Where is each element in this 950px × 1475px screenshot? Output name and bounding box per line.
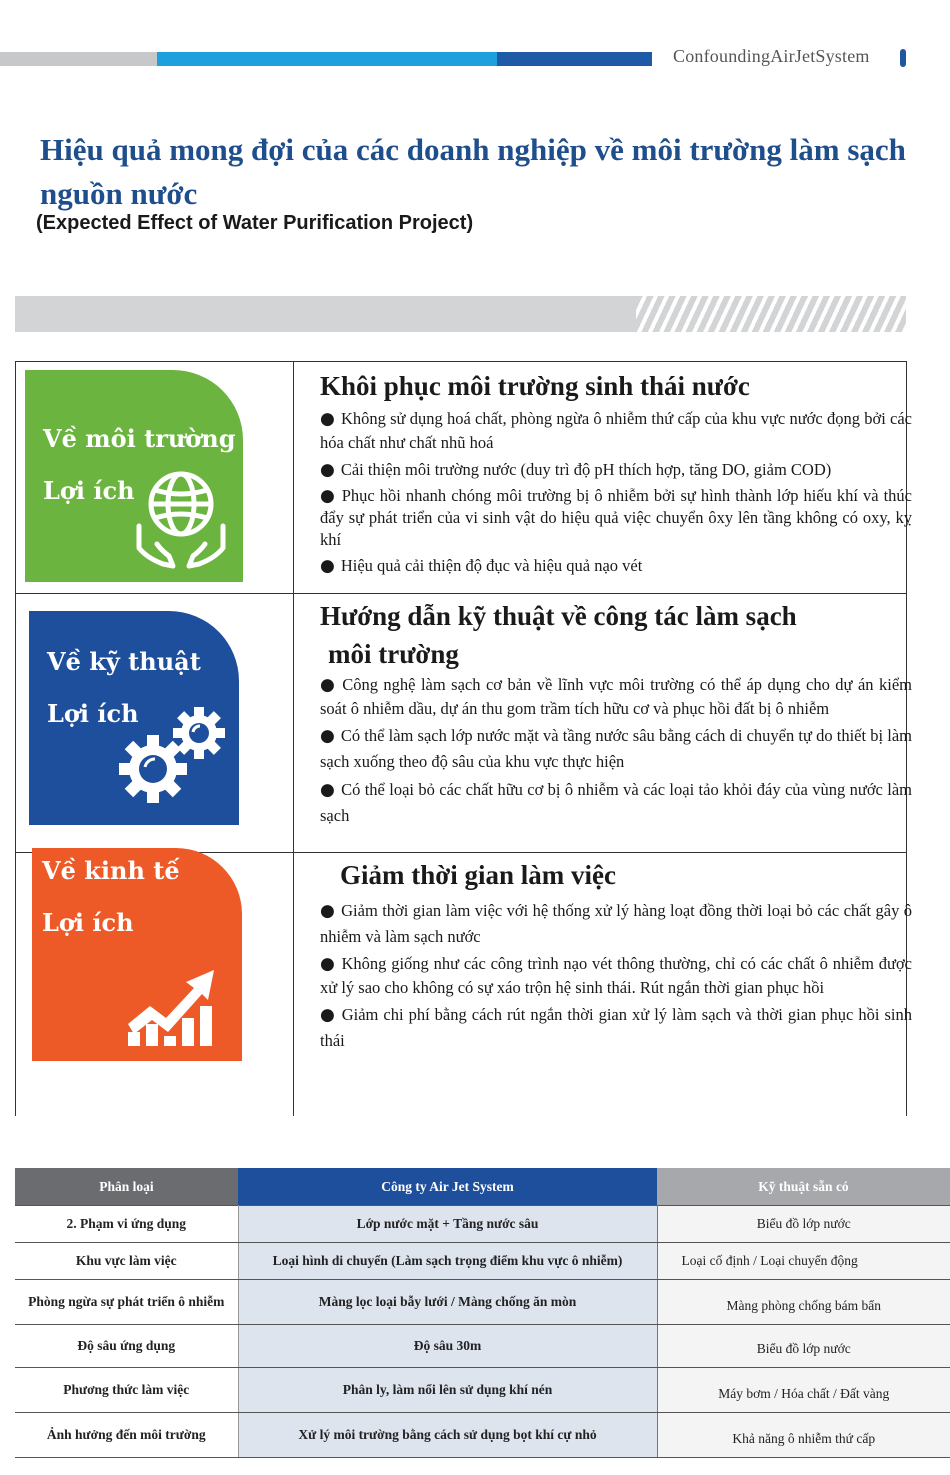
row-category: 2. Phạm vi ứng dụng: [15, 1206, 238, 1243]
bullet-item: ● Cải thiện môi trường nước (duy trì độ pH thích hợp, tăng DO, giảm COD): [320, 460, 832, 480]
bullet-item: ● Có thể loại bỏ các chất hữu cơ bị ô nhiễm và các loại tảo khỏi đáy của vùng nước làm sạch: [320, 780, 912, 825]
row-existing-value: Loại cố định / Loại chuyển động: [657, 1243, 950, 1280]
environment-section: [320, 369, 912, 581]
bullet-dot-icon: ●: [320, 486, 336, 506]
row-category: Độ sâu ứng dụng: [15, 1325, 238, 1368]
panel-column-divider: [293, 361, 294, 1116]
bullet-item: ● Phục hồi nhanh chóng môi trường bị ô nhiễm bởi sự hình thành lớp hiếu khí và thúc đẩy sự phát triển của vi sinh vật do hiệu quả việc chuyển ôxy lên tầng không có oxy, kỵ khí: [320, 486, 912, 549]
row-existing-value: Khả năng ô nhiễm thứ cấp: [657, 1413, 950, 1458]
brand-marker: [900, 49, 906, 67]
section-divider-band: [15, 296, 906, 332]
page-subtitle: (Expected Effect of Water Purification Project): [36, 212, 474, 234]
column-header-existing-technique: Kỹ thuật sẵn có: [657, 1168, 950, 1206]
bullet-dot-icon: ●: [320, 726, 335, 746]
benefits-panel: [15, 361, 913, 1116]
panel-top-border: [15, 361, 907, 362]
table-row: [15, 1325, 950, 1368]
row-air-jet-value: Phân ly, làm nổi lên sử dụng khí nén: [238, 1368, 657, 1413]
row-air-jet-value: Lớp nước mặt + Tầng nước sâu: [238, 1206, 657, 1243]
row-existing-value: Biểu đồ lớp nước: [657, 1325, 950, 1368]
table-row: [15, 1206, 950, 1243]
table-row: [15, 1413, 950, 1458]
header-bar-grey: [0, 52, 157, 66]
comparison-table: [15, 1168, 950, 1458]
environment-badge: [25, 370, 243, 582]
row-air-jet-value: Màng lọc loại bẫy lưới / Màng chống ăn mòn: [238, 1280, 657, 1325]
row-air-jet-value: Độ sâu 30m: [238, 1325, 657, 1368]
row-air-jet-value: Loại hình di chuyển (Làm sạch trọng điểm khu vực ô nhiễm): [238, 1243, 657, 1280]
bullet-item: ● Giảm chi phí bằng cách rút ngắn thời gian xử lý làm sạch và thời gian phục hồi sinh thái: [320, 1005, 912, 1050]
table-row: [15, 1243, 950, 1280]
panel-row-divider: [15, 593, 907, 594]
technical-badge: [29, 611, 239, 825]
badge-subtitle: Lợi ích: [47, 699, 139, 728]
row-air-jet-value: Xử lý môi trường bằng cách sử dụng bọt khí cự nhỏ: [238, 1413, 657, 1458]
badge-subtitle: Lợi ích: [42, 908, 134, 937]
panel-left-border: [15, 361, 16, 1116]
bullet-dot-icon: ●: [320, 675, 337, 695]
table-row: [15, 1280, 950, 1325]
brand-name: ConfoundingAirJetSystem: [673, 46, 870, 66]
bullet-dot-icon: ●: [320, 780, 336, 800]
row-existing-value: Máy bơm / Hóa chất / Đất vàng: [657, 1368, 950, 1413]
row-category: Phương thức làm việc: [15, 1368, 238, 1413]
badge-title: Về môi trường: [43, 424, 236, 453]
table-header-row: [15, 1168, 950, 1206]
badge-subtitle: Lợi ích: [43, 476, 135, 505]
table-row: [15, 1368, 950, 1413]
section-heading: Hướng dẫn kỹ thuật về công tác làm sạch: [320, 601, 797, 631]
header-bar-light-blue: [157, 52, 497, 66]
header-bar-dark-blue: [497, 52, 652, 66]
page-title: Hiệu quả mong đợi của các doanh nghiệp về môi trường làm sạch nguồn nước: [40, 132, 906, 211]
section-heading: Giảm thời gian làm việc: [340, 860, 616, 890]
bullet-item: ● Không sử dụng hoá chất, phòng ngừa ô nhiễm thứ cấp của khu vực nước đọng bởi các hóa chất như chất nhũ hoá: [320, 409, 913, 452]
row-existing-value: Màng phòng chống bám bẩn: [657, 1280, 950, 1325]
badge-title: Về kinh tế: [42, 856, 180, 885]
divider-stripes: [636, 296, 906, 332]
row-category: Phòng ngừa sự phát triển ô nhiễm: [15, 1280, 238, 1325]
bullet-dot-icon: ●: [320, 954, 336, 974]
bullet-item: ● Hiệu quả cải thiện độ đục và hiệu quả nạo vét: [320, 556, 643, 576]
bullet-dot-icon: ●: [320, 1005, 336, 1025]
bullet-item: ● Có thể làm sạch lớp nước mặt và tầng nước sâu bằng cách di chuyển tự do thiết bị làm sạch xuống theo độ sâu của khu vực thực hiện: [320, 726, 912, 771]
technical-section: [320, 599, 912, 831]
bullet-dot-icon: ●: [320, 460, 335, 480]
column-header-category: Phân loại: [15, 1168, 238, 1206]
economic-badge: [32, 848, 242, 1061]
gears-icon: [115, 707, 231, 803]
bullet-dot-icon: ●: [320, 409, 335, 429]
bullet-dot-icon: ●: [320, 901, 336, 921]
globe-in-hands-icon: [133, 468, 229, 570]
section-heading-continued: môi trường: [328, 639, 459, 669]
growth-chart-icon: [124, 966, 220, 1048]
badge-title: Về kỹ thuật: [47, 647, 201, 676]
bullet-item: ● Công nghệ làm sạch cơ bản về lĩnh vực môi trường có thể áp dụng cho dự án kiểm soát ô nhiễm dầu, dự án thu gom trầm tích hữu cơ và phục hồi đất bị ô nhiễm: [320, 675, 912, 718]
row-category: Khu vực làm việc: [15, 1243, 238, 1280]
row-existing-value: Biểu đồ lớp nước: [657, 1206, 950, 1243]
bullet-item: ● Không giống như các công trình nạo vét thông thường, chỉ có các chất ô nhiễm được xử lý sao cho không có sự xáo trộn hệ sinh thái. Rút ngắn thời gian phục hồi: [320, 954, 912, 997]
bullet-dot-icon: ●: [320, 556, 335, 576]
section-heading: Khôi phục môi trường sinh thái nước: [320, 371, 750, 401]
economic-section: [320, 858, 912, 1056]
column-header-air-jet-system: Công ty Air Jet System: [238, 1168, 657, 1206]
row-category: Ảnh hưởng đến môi trường: [15, 1413, 238, 1458]
bullet-item: ● Giảm thời gian làm việc với hệ thống xử lý hàng loạt đồng thời loại bỏ các chất gây ô nhiễm và làm sạch nước: [320, 901, 912, 946]
